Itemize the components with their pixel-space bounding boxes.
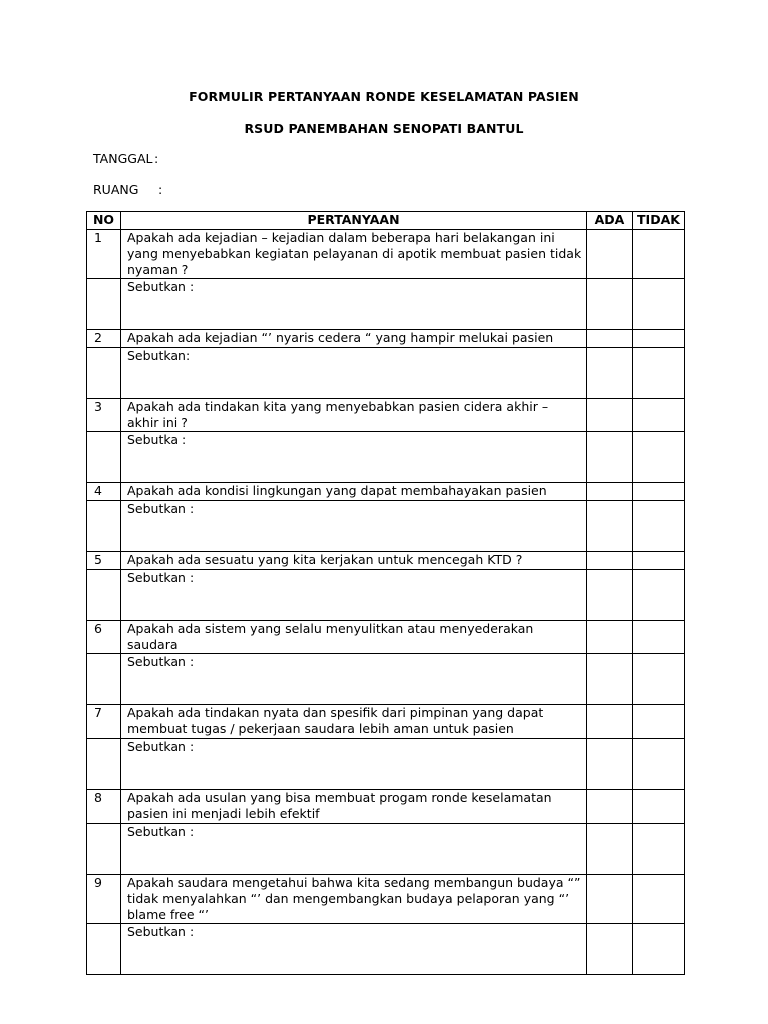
detail-text[interactable]: Sebutkan : bbox=[121, 824, 587, 875]
table-row bbox=[87, 399, 685, 432]
row-number: 3 bbox=[87, 399, 121, 432]
question-text: Apakah ada sistem yang selalu menyulitkan atau menyederakan saudara bbox=[121, 621, 587, 654]
header-no-answer: TIDAK bbox=[633, 212, 685, 230]
no-cell[interactable] bbox=[633, 790, 685, 824]
table-row bbox=[87, 875, 685, 924]
room-label: RUANG bbox=[93, 182, 139, 197]
hospital-name: RSUD PANEMBAHAN SENOPATI BANTUL bbox=[244, 121, 524, 136]
table-header-row bbox=[87, 212, 685, 230]
detail-row bbox=[87, 501, 685, 552]
detail-yes-cell bbox=[587, 348, 633, 399]
date-colon: : bbox=[154, 151, 159, 166]
yes-cell[interactable] bbox=[587, 483, 633, 501]
table-row bbox=[87, 552, 685, 570]
question-text: Apakah ada kejadian “’ nyaris cedera “ yang hampir melukai pasien bbox=[121, 330, 587, 348]
detail-no-cell bbox=[633, 654, 685, 705]
table-row bbox=[87, 483, 685, 501]
detail-row bbox=[87, 924, 685, 975]
yes-cell[interactable] bbox=[587, 330, 633, 348]
detail-text[interactable]: Sebutkan : bbox=[121, 279, 587, 330]
row-number: 5 bbox=[87, 552, 121, 570]
no-cell[interactable] bbox=[633, 552, 685, 570]
detail-yes-cell bbox=[587, 279, 633, 330]
detail-text[interactable]: Sebutka : bbox=[121, 432, 587, 483]
detail-text[interactable]: Sebutkan : bbox=[121, 654, 587, 705]
form-title: FORMULIR PERTANYAAN RONDE KESELAMATAN PASIEN bbox=[189, 89, 579, 104]
detail-text[interactable]: Sebutkan : bbox=[121, 501, 587, 552]
detail-row bbox=[87, 348, 685, 399]
question-text: Apakah ada tindakan kita yang menyebabkan pasien cidera akhir – akhir ini ? bbox=[121, 399, 587, 432]
detail-yes-cell bbox=[587, 924, 633, 975]
detail-yes-cell bbox=[587, 739, 633, 790]
detail-row bbox=[87, 824, 685, 875]
yes-cell[interactable] bbox=[587, 790, 633, 824]
detail-text[interactable]: Sebutkan : bbox=[121, 924, 587, 975]
header-no: NO bbox=[87, 212, 121, 230]
detail-no-cell bbox=[633, 501, 685, 552]
detail-number-cell bbox=[87, 570, 121, 621]
detail-no-cell bbox=[633, 279, 685, 330]
detail-yes-cell bbox=[587, 824, 633, 875]
yes-cell[interactable] bbox=[587, 552, 633, 570]
row-number: 9 bbox=[87, 875, 121, 924]
detail-no-cell bbox=[633, 739, 685, 790]
row-number: 6 bbox=[87, 621, 121, 654]
detail-row bbox=[87, 654, 685, 705]
header-question: PERTANYAAN bbox=[121, 212, 587, 230]
no-cell[interactable] bbox=[633, 621, 685, 654]
detail-no-cell bbox=[633, 824, 685, 875]
table-row bbox=[87, 790, 685, 824]
detail-number-cell bbox=[87, 824, 121, 875]
question-text: Apakah ada usulan yang bisa membuat progam ronde keselamatan pasien ini menjadi lebih efektif bbox=[121, 790, 587, 824]
detail-yes-cell bbox=[587, 570, 633, 621]
question-text: Apakah ada sesuatu yang kita kerjakan untuk mencegah KTD ? bbox=[121, 552, 587, 570]
question-text: Apakah saudara mengetahui bahwa kita sedang membangun budaya “” tidak menyalahkan “’ dan mengembangkan budaya pelaporan yang “’ blame free “’ bbox=[121, 875, 587, 924]
detail-yes-cell bbox=[587, 501, 633, 552]
row-number: 1 bbox=[87, 230, 121, 279]
table-body bbox=[87, 230, 685, 975]
question-text: Apakah ada kejadian – kejadian dalam beberapa hari belakangan ini yang menyebabkan kegiatan pelayanan di apotik membuat pasien tidak nyaman ? bbox=[121, 230, 587, 279]
detail-row bbox=[87, 739, 685, 790]
header-yes: ADA bbox=[587, 212, 633, 230]
no-cell[interactable] bbox=[633, 330, 685, 348]
detail-number-cell bbox=[87, 501, 121, 552]
detail-number-cell bbox=[87, 924, 121, 975]
detail-no-cell bbox=[633, 432, 685, 483]
row-number: 8 bbox=[87, 790, 121, 824]
yes-cell[interactable] bbox=[587, 621, 633, 654]
yes-cell[interactable] bbox=[587, 875, 633, 924]
no-cell[interactable] bbox=[633, 230, 685, 279]
yes-cell[interactable] bbox=[587, 230, 633, 279]
detail-text[interactable]: Sebutkan : bbox=[121, 739, 587, 790]
row-number: 4 bbox=[87, 483, 121, 501]
room-field bbox=[93, 182, 163, 197]
table-row bbox=[87, 230, 685, 279]
room-colon: : bbox=[158, 182, 163, 197]
detail-number-cell bbox=[87, 279, 121, 330]
table-row bbox=[87, 330, 685, 348]
detail-text[interactable]: Sebutkan: bbox=[121, 348, 587, 399]
table-row bbox=[87, 621, 685, 654]
table-row bbox=[87, 705, 685, 739]
date-label: TANGGAL bbox=[93, 151, 153, 166]
no-cell[interactable] bbox=[633, 483, 685, 501]
detail-yes-cell bbox=[587, 432, 633, 483]
detail-yes-cell bbox=[587, 654, 633, 705]
detail-text[interactable]: Sebutkan : bbox=[121, 570, 587, 621]
no-cell[interactable] bbox=[633, 705, 685, 739]
yes-cell[interactable] bbox=[587, 705, 633, 739]
detail-no-cell bbox=[633, 924, 685, 975]
question-text: Apakah ada tindakan nyata dan spesifik dari pimpinan yang dapat membuat tugas / pekerjaan saudara lebih aman untuk pasien bbox=[121, 705, 587, 739]
detail-no-cell bbox=[633, 348, 685, 399]
row-number: 2 bbox=[87, 330, 121, 348]
detail-number-cell bbox=[87, 432, 121, 483]
detail-number-cell bbox=[87, 739, 121, 790]
question-text: Apakah ada kondisi lingkungan yang dapat membahayakan pasien bbox=[121, 483, 587, 501]
yes-cell[interactable] bbox=[587, 399, 633, 432]
date-field bbox=[93, 151, 159, 166]
detail-row bbox=[87, 432, 685, 483]
no-cell[interactable] bbox=[633, 875, 685, 924]
detail-row bbox=[87, 279, 685, 330]
detail-number-cell bbox=[87, 654, 121, 705]
question-table bbox=[86, 211, 685, 975]
no-cell[interactable] bbox=[633, 399, 685, 432]
detail-no-cell bbox=[633, 570, 685, 621]
row-number: 7 bbox=[87, 705, 121, 739]
detail-number-cell bbox=[87, 348, 121, 399]
detail-row bbox=[87, 570, 685, 621]
